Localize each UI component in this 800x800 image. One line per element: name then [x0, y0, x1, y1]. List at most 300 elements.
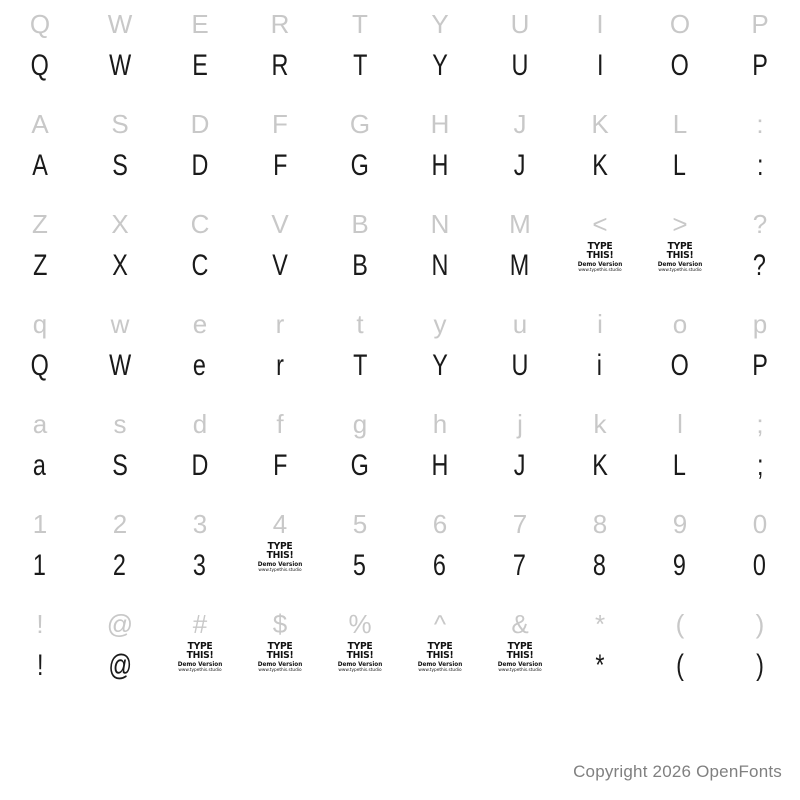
glyph-render: [720, 138, 800, 194]
glyph-cell[interactable]: [240, 300, 320, 400]
glyph-cell[interactable]: [240, 600, 320, 700]
glyph-cell[interactable]: [720, 600, 800, 700]
glyph-character: T: [352, 349, 368, 382]
demo-watermark-stamp: [652, 242, 708, 276]
glyph-cell[interactable]: [720, 400, 800, 500]
key-label: #: [192, 609, 208, 639]
key-label: P: [751, 9, 769, 39]
glyph-cell[interactable]: [560, 200, 640, 300]
glyph-character: M: [510, 249, 530, 282]
glyph-character: :: [756, 149, 764, 182]
glyph-character: L: [673, 449, 687, 482]
glyph-render: [320, 538, 400, 594]
glyph-render: [160, 338, 240, 394]
key-label: ): [755, 609, 765, 639]
key-label: l: [677, 409, 683, 439]
key-label: U: [510, 9, 530, 39]
glyph-render: [160, 38, 240, 94]
watermark-line-1: TYPE: [587, 242, 613, 252]
glyph-cell[interactable]: [240, 400, 320, 500]
glyph-cell[interactable]: [480, 500, 560, 600]
key-label: 2: [112, 509, 128, 539]
glyph-cell[interactable]: [320, 200, 400, 300]
glyph-cell[interactable]: [320, 500, 400, 600]
glyph-render: [240, 138, 320, 194]
glyph-render: [480, 338, 560, 394]
watermark-line-2: THIS!: [586, 250, 614, 261]
glyph-cell[interactable]: [400, 300, 480, 400]
glyph-character: *: [595, 649, 605, 682]
watermark-line-2: THIS!: [666, 250, 694, 261]
glyph-character: 5: [353, 549, 367, 582]
key-label: $: [272, 609, 288, 639]
watermark-line-4: www.typethis.studio: [418, 668, 462, 673]
glyph-cell[interactable]: [560, 300, 640, 400]
glyph-cell[interactable]: [160, 600, 240, 700]
glyph-cell[interactable]: [640, 300, 720, 400]
glyph-character: ?: [753, 249, 767, 282]
glyph-character: !: [36, 649, 44, 682]
glyph-character: Y: [431, 49, 448, 82]
key-label: L: [672, 109, 688, 139]
glyph-render: [640, 438, 720, 494]
glyph-cell[interactable]: [320, 100, 400, 200]
glyph-cell[interactable]: [80, 300, 160, 400]
glyph-character: 0: [753, 549, 767, 582]
glyph-cell[interactable]: [720, 500, 800, 600]
glyph-cell[interactable]: [160, 300, 240, 400]
key-label: i: [597, 309, 603, 339]
glyph-render: [80, 638, 160, 694]
watermark-line-1: TYPE: [187, 642, 213, 652]
key-label: H: [430, 109, 450, 139]
row-asdf-upper: [0, 100, 800, 200]
glyph-render: [240, 38, 320, 94]
glyph-cell[interactable]: [320, 0, 400, 100]
glyph-cell[interactable]: [0, 100, 80, 200]
glyph-cell[interactable]: [240, 500, 320, 600]
key-label: p: [752, 309, 768, 339]
glyph-character: 2: [113, 549, 127, 582]
glyph-cell[interactable]: [480, 100, 560, 200]
key-label: G: [349, 109, 371, 139]
glyph-cell[interactable]: [80, 100, 160, 200]
glyph-cell[interactable]: [720, 300, 800, 400]
glyph-render: [400, 338, 480, 394]
glyph-render: [640, 138, 720, 194]
row-symbols: [0, 600, 800, 700]
glyph-render: [80, 538, 160, 594]
glyph-render: [320, 338, 400, 394]
glyph-render: [80, 238, 160, 294]
glyph-render: [640, 538, 720, 594]
watermark-line-1: TYPE: [667, 242, 693, 252]
key-label: V: [271, 209, 289, 239]
glyph-character: P: [751, 349, 768, 382]
key-label: M: [509, 209, 531, 239]
watermark-line-2: THIS!: [506, 650, 534, 661]
watermark-line-3: Demo Version: [337, 661, 383, 668]
glyph-character: E: [191, 49, 208, 82]
key-label: C: [190, 209, 210, 239]
row-zxcv-upper: [0, 200, 800, 300]
glyph-cell[interactable]: [560, 100, 640, 200]
glyph-character: 9: [673, 549, 687, 582]
key-label: j: [517, 409, 523, 439]
glyph-character: G: [350, 449, 370, 482]
key-label: (: [675, 609, 685, 639]
glyph-character: Z: [32, 249, 48, 282]
key-label: 0: [752, 509, 768, 539]
glyph-render: [0, 38, 80, 94]
glyph-cell[interactable]: [160, 100, 240, 200]
glyph-cell[interactable]: [400, 600, 480, 700]
glyph-character: H: [431, 449, 449, 482]
demo-watermark-stamp: [492, 642, 548, 676]
key-label: Y: [431, 9, 449, 39]
glyph-character: K: [591, 149, 608, 182]
glyph-render: [560, 138, 640, 194]
watermark-line-1: TYPE: [267, 642, 293, 652]
glyph-cell[interactable]: [240, 100, 320, 200]
key-label: 6: [432, 509, 448, 539]
glyph-character: i: [597, 349, 603, 382]
demo-watermark-stamp: [252, 542, 308, 576]
glyph-cell[interactable]: [640, 400, 720, 500]
key-label: r: [275, 309, 285, 339]
glyph-character: 8: [593, 549, 607, 582]
glyph-character: H: [431, 149, 449, 182]
key-label: w: [110, 309, 130, 339]
glyph-cell[interactable]: [160, 0, 240, 100]
key-label: Q: [29, 9, 51, 39]
glyph-cell[interactable]: [0, 300, 80, 400]
watermark-line-3: Demo Version: [497, 661, 543, 668]
watermark-line-2: THIS!: [266, 650, 294, 661]
glyph-render: [0, 338, 80, 394]
glyph-cell[interactable]: [400, 200, 480, 300]
glyph-character: 1: [33, 549, 47, 582]
key-label: >: [672, 209, 688, 239]
glyph-render: [240, 338, 320, 394]
watermark-line-4: www.typethis.studio: [178, 668, 222, 673]
glyph-cell[interactable]: [560, 500, 640, 600]
glyph-cell[interactable]: [160, 500, 240, 600]
glyph-render: [160, 538, 240, 594]
key-label: u: [512, 309, 528, 339]
glyph-character: B: [351, 249, 368, 282]
row-qwerty-lower: [0, 300, 800, 400]
glyph-cell[interactable]: [480, 600, 560, 700]
glyph-cell[interactable]: [160, 200, 240, 300]
glyph-cell[interactable]: [640, 600, 720, 700]
watermark-line-1: TYPE: [507, 642, 533, 652]
glyph-cell[interactable]: [80, 0, 160, 100]
glyph-render: [400, 138, 480, 194]
key-label: e: [192, 309, 208, 339]
watermark-line-4: www.typethis.studio: [498, 668, 542, 673]
glyph-character: I: [596, 49, 604, 82]
glyph-render: [720, 238, 800, 294]
glyph-render: [0, 438, 80, 494]
glyph-character: F: [272, 149, 288, 182]
glyph-render: [400, 538, 480, 594]
key-label: J: [513, 109, 527, 139]
glyph-render: [640, 638, 720, 694]
watermark-line-4: www.typethis.studio: [658, 268, 702, 273]
watermark-line-3: Demo Version: [257, 661, 303, 668]
key-label: g: [352, 409, 368, 439]
glyph-character: S: [111, 149, 128, 182]
glyph-render: [80, 38, 160, 94]
key-label: <: [592, 209, 608, 239]
glyph-render: [480, 38, 560, 94]
glyph-render: [320, 138, 400, 194]
row-asdf-lower: [0, 400, 800, 500]
glyph-render: [560, 338, 640, 394]
glyph-character: O: [670, 349, 690, 382]
glyph-cell[interactable]: [720, 100, 800, 200]
glyph-render: [480, 138, 560, 194]
glyph-character: a: [33, 449, 47, 482]
watermark-line-1: TYPE: [267, 542, 293, 552]
glyph-character: D: [191, 449, 209, 482]
glyph-render: [400, 438, 480, 494]
key-label: d: [192, 409, 208, 439]
key-label: @: [106, 609, 134, 639]
glyph-render: [560, 38, 640, 94]
glyph-cell[interactable]: [480, 400, 560, 500]
glyph-character: C: [191, 249, 209, 282]
key-label: 5: [352, 509, 368, 539]
demo-watermark-stamp: [252, 642, 308, 676]
watermark-line-3: Demo Version: [417, 661, 463, 668]
key-label: a: [32, 409, 48, 439]
glyph-character: J: [513, 149, 527, 182]
watermark-line-2: THIS!: [186, 650, 214, 661]
glyph-character: W: [108, 49, 132, 82]
glyph-cell[interactable]: [80, 500, 160, 600]
key-label: &: [511, 609, 529, 639]
key-label: 7: [512, 509, 528, 539]
glyph-character: Y: [431, 349, 448, 382]
glyph-cell[interactable]: [400, 400, 480, 500]
row-qwerty-upper: [0, 0, 800, 100]
key-label: 4: [272, 509, 288, 539]
watermark-line-4: www.typethis.studio: [338, 668, 382, 673]
glyph-character: V: [271, 249, 288, 282]
key-label: N: [430, 209, 450, 239]
glyph-cell[interactable]: [240, 0, 320, 100]
key-label: y: [433, 309, 447, 339]
key-label: t: [356, 309, 364, 339]
glyph-render: [80, 138, 160, 194]
key-label: o: [672, 309, 688, 339]
copyright-footer: Copyright 2026 OpenFonts: [573, 762, 782, 781]
glyph-render: [560, 638, 640, 694]
glyph-cell[interactable]: [160, 400, 240, 500]
glyph-render: [400, 238, 480, 294]
glyph-cell[interactable]: [0, 500, 80, 600]
demo-watermark-stamp: [332, 642, 388, 676]
key-label: B: [351, 209, 369, 239]
glyph-cell[interactable]: [640, 200, 720, 300]
glyph-character: R: [271, 49, 289, 82]
glyph-character: S: [111, 449, 128, 482]
glyph-character: Q: [30, 49, 50, 82]
glyph-render: [720, 438, 800, 494]
key-label: ^: [433, 609, 447, 639]
glyph-render: [480, 438, 560, 494]
key-label: K: [591, 109, 609, 139]
key-label: :: [756, 109, 764, 139]
glyph-cell[interactable]: [0, 400, 80, 500]
glyph-render: [720, 338, 800, 394]
key-label: h: [432, 409, 448, 439]
glyph-render: [560, 538, 640, 594]
glyph-render: [720, 38, 800, 94]
glyph-cell[interactable]: [640, 500, 720, 600]
glyph-render: [320, 38, 400, 94]
glyph-cell[interactable]: [320, 300, 400, 400]
glyph-character: K: [591, 449, 608, 482]
glyph-cell[interactable]: [80, 600, 160, 700]
glyph-cell[interactable]: [400, 500, 480, 600]
glyph-cell[interactable]: [80, 400, 160, 500]
key-label: s: [113, 409, 127, 439]
glyph-character: 6: [433, 549, 447, 582]
glyph-cell[interactable]: [720, 200, 800, 300]
key-label: Z: [32, 209, 48, 239]
glyph-cell[interactable]: [640, 100, 720, 200]
glyph-character: G: [350, 149, 370, 182]
key-label: 1: [32, 509, 48, 539]
glyph-cell[interactable]: [320, 400, 400, 500]
glyph-character: O: [670, 49, 690, 82]
key-label: X: [111, 209, 129, 239]
key-label: R: [270, 9, 290, 39]
glyph-character: D: [191, 149, 209, 182]
key-label: %: [348, 609, 372, 639]
glyph-character: Q: [30, 349, 50, 382]
watermark-line-3: Demo Version: [257, 561, 303, 568]
watermark-line-1: TYPE: [427, 642, 453, 652]
glyph-cell[interactable]: [80, 200, 160, 300]
glyph-character: P: [751, 49, 768, 82]
key-label: k: [593, 409, 607, 439]
key-label: ;: [756, 409, 764, 439]
glyph-character: N: [431, 249, 449, 282]
glyph-cell[interactable]: [0, 200, 80, 300]
glyph-render: [480, 538, 560, 594]
key-label: 9: [672, 509, 688, 539]
glyph-render: [720, 538, 800, 594]
glyph-cell[interactable]: [480, 200, 560, 300]
glyph-character: X: [111, 249, 128, 282]
glyph-render: [320, 238, 400, 294]
watermark-line-3: Demo Version: [657, 261, 703, 268]
glyph-cell[interactable]: [400, 0, 480, 100]
glyph-render: [160, 138, 240, 194]
glyph-render: [240, 438, 320, 494]
glyph-render: [720, 638, 800, 694]
glyph-render: [80, 338, 160, 394]
demo-watermark-stamp: [572, 242, 628, 276]
key-label: *: [594, 609, 606, 639]
glyph-cell[interactable]: [720, 0, 800, 100]
glyph-cell[interactable]: [480, 300, 560, 400]
watermark-line-4: www.typethis.studio: [258, 668, 302, 673]
watermark-line-4: www.typethis.studio: [578, 268, 622, 273]
glyph-render: [0, 238, 80, 294]
glyph-render: [640, 38, 720, 94]
glyph-render: [160, 238, 240, 294]
watermark-line-2: THIS!: [346, 650, 374, 661]
glyph-render: [560, 438, 640, 494]
glyph-render: [0, 538, 80, 594]
glyph-character: A: [31, 149, 48, 182]
glyph-render: [0, 138, 80, 194]
glyph-character: 3: [193, 549, 207, 582]
key-label: I: [596, 9, 604, 39]
key-label: W: [107, 9, 133, 39]
key-label: 8: [592, 509, 608, 539]
key-label: D: [190, 109, 210, 139]
glyph-render: [80, 438, 160, 494]
glyph-cell[interactable]: [0, 0, 80, 100]
glyph-character: 7: [513, 549, 527, 582]
glyph-cell[interactable]: [400, 100, 480, 200]
watermark-line-2: THIS!: [426, 650, 454, 661]
glyph-character: U: [511, 349, 529, 382]
glyph-render: [400, 38, 480, 94]
key-label: 3: [192, 509, 208, 539]
glyph-character: T: [352, 49, 368, 82]
glyph-cell[interactable]: [480, 0, 560, 100]
glyph-render: [640, 338, 720, 394]
watermark-line-2: THIS!: [266, 550, 294, 561]
glyph-cell[interactable]: [0, 600, 80, 700]
glyph-character: r: [275, 349, 285, 382]
glyph-cell[interactable]: [560, 600, 640, 700]
glyph-cell[interactable]: [240, 200, 320, 300]
glyph-character: L: [673, 149, 687, 182]
watermark-line-3: Demo Version: [177, 661, 223, 668]
glyph-character: e: [193, 349, 207, 382]
glyph-render: [240, 238, 320, 294]
key-label: F: [272, 109, 288, 139]
glyph-render: [160, 438, 240, 494]
key-label: E: [191, 9, 209, 39]
glyph-cell[interactable]: [320, 600, 400, 700]
glyph-cell[interactable]: [560, 0, 640, 100]
glyph-character: J: [513, 449, 527, 482]
glyph-cell[interactable]: [560, 400, 640, 500]
key-label: T: [352, 9, 368, 39]
glyph-character: U: [511, 49, 529, 82]
glyph-render: [320, 438, 400, 494]
glyph-character: (: [675, 649, 685, 682]
glyph-cell[interactable]: [640, 0, 720, 100]
watermark-line-1: TYPE: [347, 642, 373, 652]
key-label: q: [32, 309, 48, 339]
glyph-character: @: [107, 649, 133, 682]
row-digits: [0, 500, 800, 600]
glyph-character: F: [272, 449, 288, 482]
glyph-character: W: [108, 349, 132, 382]
demo-watermark-stamp: [412, 642, 468, 676]
key-label: ?: [752, 209, 768, 239]
